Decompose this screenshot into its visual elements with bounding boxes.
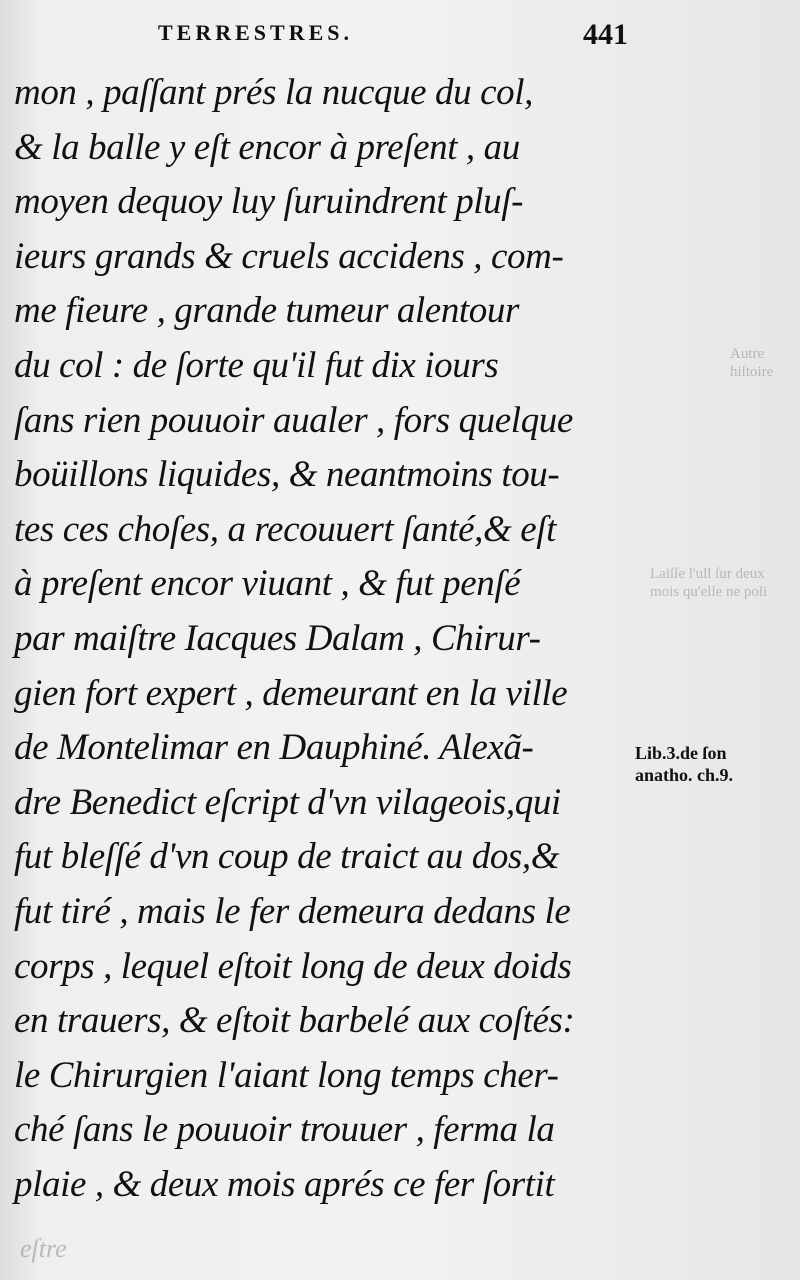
text-line: de Montelimar en Dauphiné. Alexã- [14,727,534,769]
text-line: tes ces choſes, a recouuert ſanté,& eſt [14,508,556,550]
text-line: dre Benedict eſcript d'vn vilageois,qui [14,781,561,823]
show-through-text: Laiſſe l'ull ſur deux mois qu'elle ne poli [650,566,768,600]
text-line: ché ſans le pouuoir trouuer , ferma la [14,1109,555,1151]
margin-note [635,742,785,786]
page-number: 441 [583,18,628,51]
text-line: du col : de ſorte qu'il fut dix iours [14,344,499,386]
text-line: gien fort expert , demeurant en la ville [14,672,568,714]
text-line: mon , paſſant prés la nucque du col, [14,72,533,113]
text-line: & la balle y eſt encor à preſent , au [14,126,520,168]
show-through-text: Autre hiſtoire [730,346,774,380]
text-line: par maiſtre Iacques Dalam , Chirur- [14,617,541,659]
text-line: le Chirurgien l'aiant long temps cher- [14,1054,559,1096]
text-line: boüillons liquides, & neantmoins tou- [14,454,560,496]
page-header [150,18,628,58]
text-line: corps , lequel eſtoit long de deux doids [14,945,572,987]
text-line: moyen dequoy luy ſuruindrent pluſ- [14,181,524,223]
text-line: ſans rien pouuoir aualer , fors quelque [14,399,573,441]
text-line: fut bleſſé d'vn coup de traict au dos,& [14,836,560,878]
text-line: plaie , & deux mois aprés ce fer ſortit [14,1163,555,1205]
running-head: TERRESTRES. [158,20,354,45]
text-line: fut tiré , mais le fer demeura dedans le [14,890,571,932]
text-line: en trauers, & eſtoit barbelé aux coſtés: [14,1000,575,1042]
text-line: à preſent encor viuant , & fut penſé [14,563,521,605]
margin-note-line: anatho. ch.9. [635,765,734,785]
margin-note-line: Lib.3.de ſon [635,743,727,763]
show-through-text: eſtre [20,1234,67,1263]
body-text [14,66,626,1212]
text-line: me fieure , grande tumeur alentour [14,290,519,332]
text-line: ieurs grands & cruels accidens , com- [14,235,564,277]
